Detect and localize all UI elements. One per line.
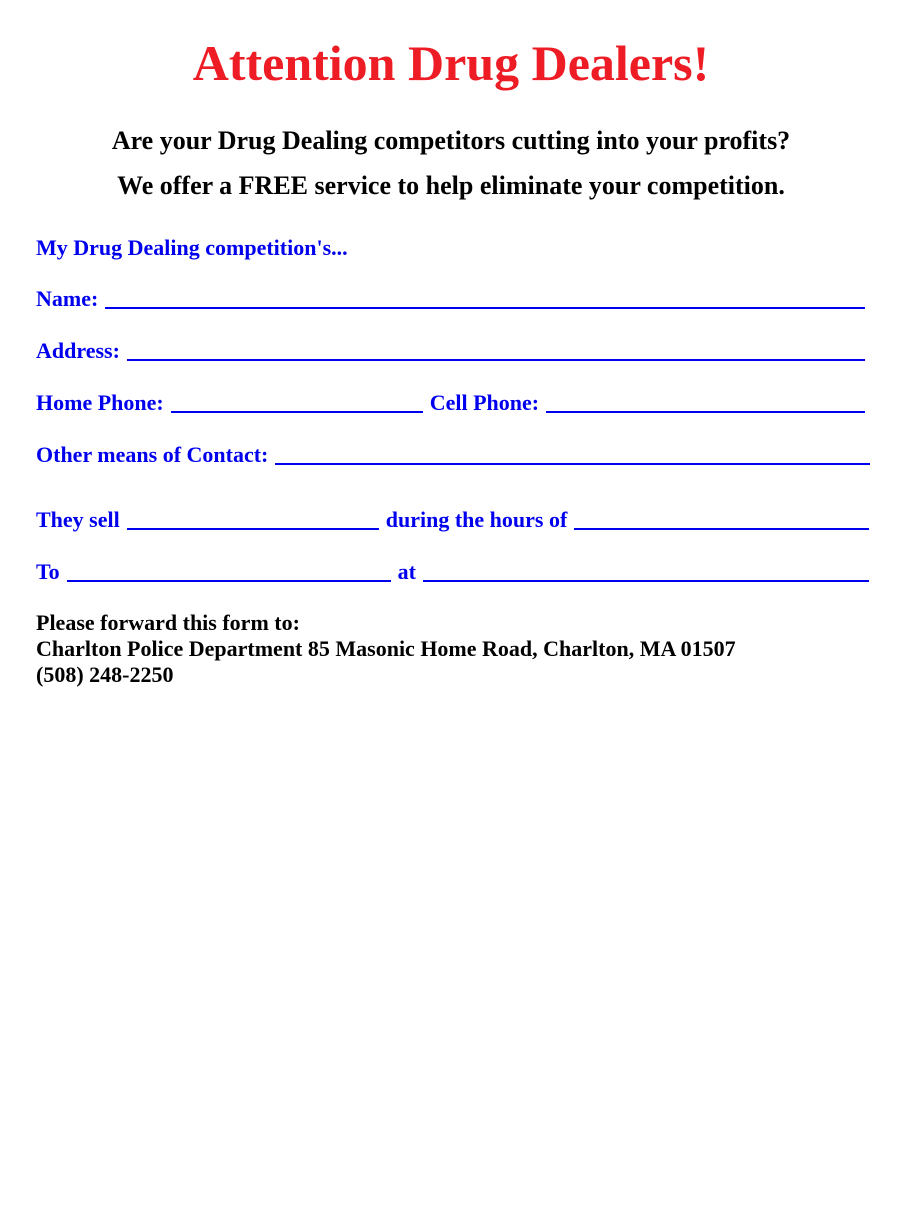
location-field xyxy=(423,580,869,582)
address-label: Address: xyxy=(36,338,120,363)
home-phone-field xyxy=(171,411,423,413)
cell-phone-label: Cell Phone: xyxy=(429,390,540,415)
other-contact-row xyxy=(36,440,870,468)
forward-address: Charlton Police Department 85 Masonic Home Road, Charlton, MA 01507 xyxy=(36,636,736,661)
hours-label: during the hours of xyxy=(385,507,568,532)
form-intro: My Drug Dealing competition's... xyxy=(36,235,348,260)
they-sell-field xyxy=(127,528,379,530)
other-contact-label: Other means of Contact: xyxy=(36,442,269,467)
home-phone-label: Home Phone: xyxy=(36,390,164,415)
name-field xyxy=(105,307,865,309)
subtitle-question: Are your Drug Dealing competitors cutting into your profits? xyxy=(111,126,791,155)
to-row xyxy=(36,557,869,585)
page-title: Attention Drug Dealers! xyxy=(192,35,710,91)
they-sell-label: They sell xyxy=(36,507,120,532)
hours-to-field xyxy=(67,580,391,582)
form-intro-row xyxy=(36,233,348,261)
name-label: Name: xyxy=(36,286,99,311)
forward-instructions xyxy=(36,610,736,688)
hours-from-field xyxy=(574,528,869,530)
forward-phone: (508) 248-2250 xyxy=(36,662,174,687)
subtitle-offer: We offer a FREE service to help eliminate your competition. xyxy=(117,171,785,200)
at-label: at xyxy=(397,559,416,584)
they-sell-row xyxy=(36,505,869,533)
phone-row xyxy=(36,388,865,416)
cell-phone-field xyxy=(546,411,865,413)
forward-heading: Please forward this form to: xyxy=(36,610,300,635)
other-contact-field xyxy=(275,463,870,465)
address-field xyxy=(127,359,865,361)
name-row xyxy=(36,284,865,312)
to-label: To xyxy=(36,559,60,584)
address-row xyxy=(36,336,865,364)
